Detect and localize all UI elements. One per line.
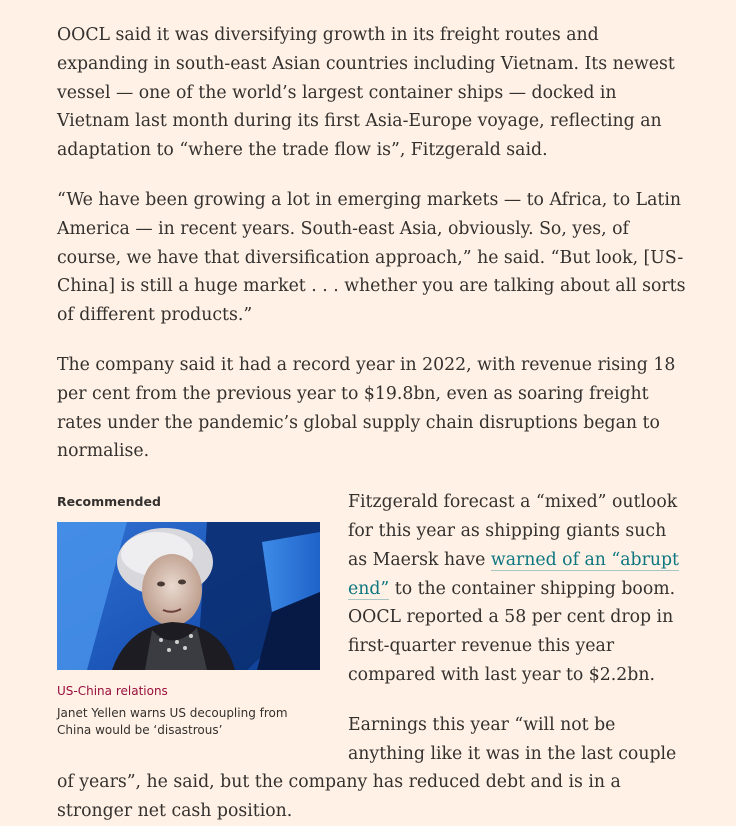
abrupt-end-link[interactable]: warned of an “abrupt end” <box>348 549 679 599</box>
paragraph-diversifying-growth: OOCL said it was diversifying growth in its freight routes and expanding in south-east Asian countries including Vietnam. Its newest vessel — one of the world’s largest container ships — docked in Vietnam last month during its first Asia-Europe voyage, reflecting an adaptation to “where the trade flow is”, Fitzgerald said. <box>57 25 675 161</box>
recommended-tag-link[interactable]: US-China relations <box>57 684 168 699</box>
article-body <box>57 0 687 826</box>
recommended-article-title-link[interactable]: Janet Yellen warns US decoupling from China would be ‘disastrous’ <box>57 706 288 738</box>
paragraph-mixed-outlook-text-before: Fitzgerald forecast a “mixed” outlook for this year as shipping giants such as Maersk have <box>348 492 678 570</box>
paragraph-mixed-outlook-text-after: to the container shipping boom. OOCL reported a 58 per cent drop in first-quarter revenue this year compared with last year to $2.2bn. <box>348 578 676 685</box>
paragraph-emerging-markets-quote: “We have been growing a lot in emerging markets — to Africa, to Latin America — in recent years. South-east Asia, obviously. So, yes, of course, we have that diversification approach,” he said. “But look, [US-China] is still a huge market . . . whether you are talking about all sorts of different products.” <box>57 189 686 326</box>
recommended-box <box>57 494 320 739</box>
paragraph-earnings-outlook: Earnings this year “will not be anything like it was in the last couple of years”, he said, but the company has reduced debt and is in a stronger net cash position. <box>57 714 677 822</box>
paragraph-record-year: The company said it had a record year in 2022, with revenue rising 18 per cent from the previous year to $19.8bn, even as soaring freight rates under the pandemic’s global supply chain disruptions began to normalise. <box>57 354 676 462</box>
recommended-article-image[interactable] <box>57 522 320 670</box>
recommended-heading: Recommended <box>57 494 161 510</box>
